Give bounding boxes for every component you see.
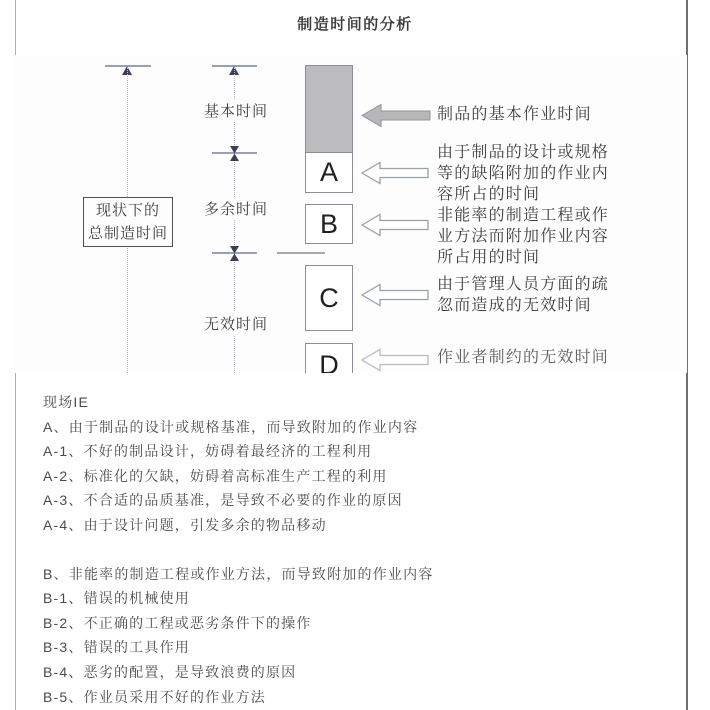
notes-section-gap (43, 538, 663, 562)
hollow-left-arrow-icon (361, 160, 429, 186)
page-title: 制造时间的分析 (297, 16, 413, 33)
bar-segment-a: A (305, 152, 353, 193)
label-invalid-time: 无效时间 (201, 312, 271, 335)
annotation-b: 非能率的制造工程或作业方法而附加作业内容所占用的时间 (437, 207, 610, 266)
annotation-basic: 制品的基本作业时间 (437, 106, 592, 123)
list-item: B-1、错误的机械使用 (43, 590, 190, 607)
bar-segment-c: C (305, 265, 353, 331)
list-item: A-1、不好的制品设计，妨碍着最经济的工程利用 (43, 443, 373, 460)
manufacturing-time-diagram (15, 55, 687, 373)
annotation-c: 由于管理人员方面的疏忽而造成的无效时间 (437, 276, 610, 314)
notes-a-title: A、由于制品的设计或规格基准，而导致附加的作业内容 (43, 418, 419, 435)
total-manufacturing-time-box (83, 197, 173, 247)
zone-separator-line (277, 252, 325, 254)
notes-b-title: B、非能率的制造工程或作业方法，而导致附加的作业内容 (43, 565, 434, 582)
bar-segment-basic (305, 65, 353, 153)
hollow-left-arrow-icon (361, 282, 429, 308)
list-item: B-2、不正确的工程或恶劣条件下的操作 (43, 614, 312, 631)
total-time-line1: 现状下的 (95, 202, 160, 219)
list-item: B-5、作业员采用不好的作业方法 (43, 688, 266, 705)
bar-segment-d: D (305, 343, 353, 373)
list-item: B-4、恶劣的配置，是导致浪费的原因 (43, 663, 297, 680)
label-basic-time: 基本时间 (201, 99, 271, 122)
hourglass-mark-icon (229, 246, 240, 261)
list-item: A-3、不合适的品质基准，是导致不必要的作业的原因 (43, 492, 403, 509)
solid-left-arrow-icon (361, 102, 431, 129)
bar-segment-b: B (305, 204, 353, 244)
notes-list (43, 390, 663, 709)
list-item: B-3、错误的工具作用 (43, 639, 190, 656)
label-excess-time: 多余时间 (201, 197, 271, 220)
total-time-line2: 总制造时间 (87, 225, 168, 242)
annotation-a: 由于制品的设计或规格等的缺陷附加的作业内容所占的时间 (437, 144, 610, 203)
annotation-d: 作业者制约的无效时间 (437, 349, 610, 366)
hollow-left-arrow-icon (361, 347, 429, 373)
notes-heading: 现场IE (43, 394, 90, 410)
list-item: A-2、标准化的欠缺，妨碍着高标准生产工程的利用 (43, 467, 388, 484)
hollow-left-arrow-icon (361, 212, 429, 238)
list-item: A-4、由于设计问题，引发多余的物品移动 (43, 516, 327, 533)
hourglass-mark-icon (229, 146, 240, 161)
